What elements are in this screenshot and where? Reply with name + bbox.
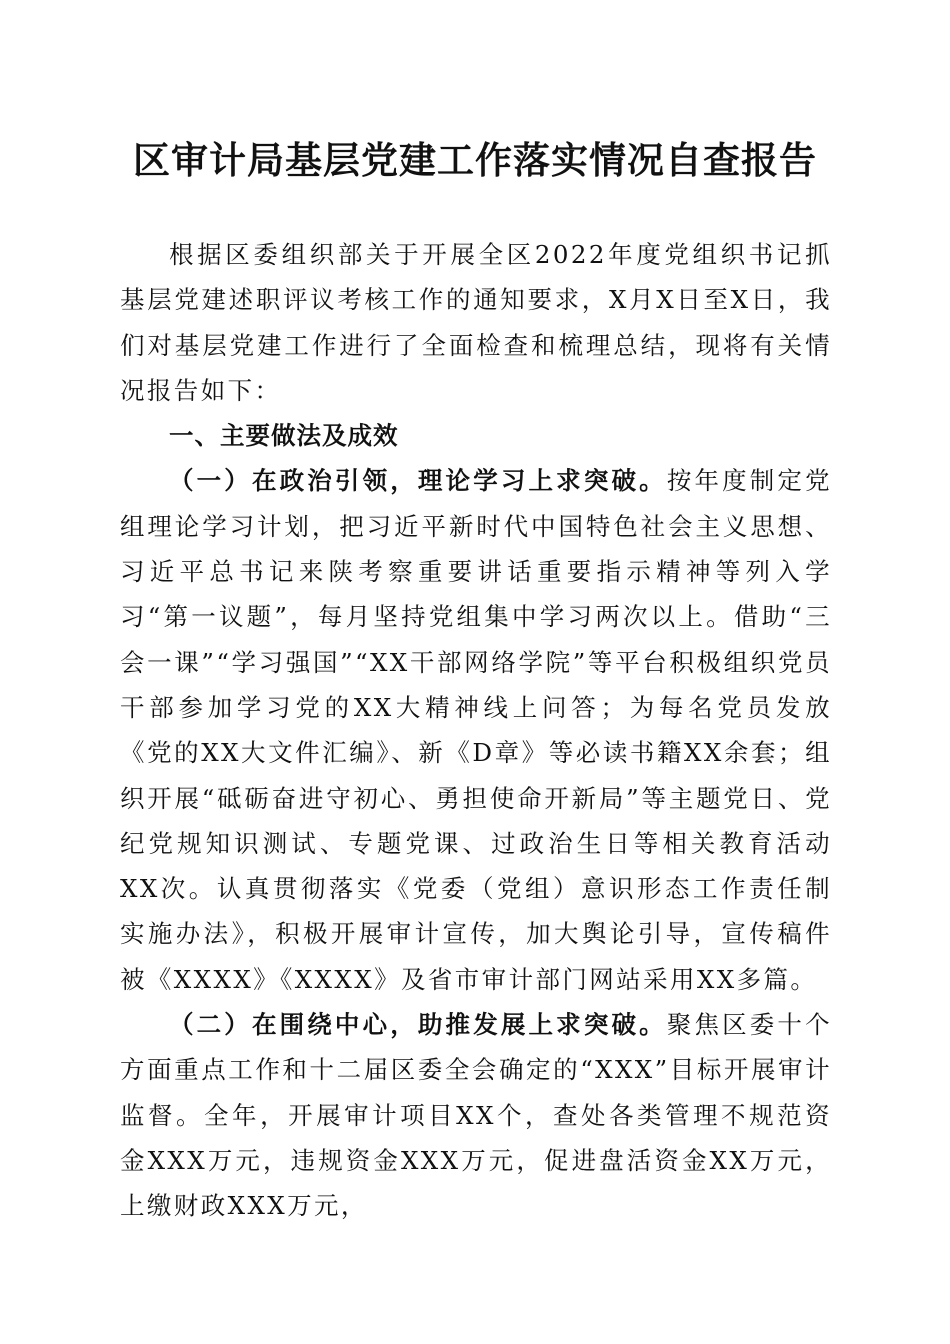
item-text-1: 按年度制定党组理论学习计划，把习近平新时代中国特色社会主义思想、习近平总书记来陕考察重要讲话重要指示精神等列入学习“第一议题”，每月坚持党组集中学习两次以上。借助“三会一课”“学习强国”“XX干部网络学院”等平台积极组织党员干部参加学习党的XX大精神线上问答；为每名党员发放《党的XX大文件汇编》、新《D章》等必读书籍XX余套；组织开展“砥砺奋进守初心、勇担使命开新局”等主题党日、党纪党规知识测试、专题党课、过政治生日等相关教育活动XX次。认真贯彻落实《党委（党组）意识形态工作责任制实施办法》，积极开展审计宣传，加大舆论引导，宣传稿件被《XXXX》《XXXX》及省市审计部门网站采用XX多篇。: [120, 466, 832, 994]
section-heading-1: 一、主要做法及成效: [169, 421, 399, 451]
document-title: 区审计局基层党建工作落实情况自查报告: [133, 138, 817, 182]
intro-paragraph: 根据区委组织部关于开展全区2022年度党组织书记抓基层党建述职评议考核工作的通知要求，X月X日至X日，我们对基层党建工作进行了全面检查和梳理总结，现将有关情况报告如下：: [120, 240, 832, 405]
item-text-2: 聚焦区委十个方面重点工作和十二届区委全会确定的“XXX”目标开展审计监督。全年，开展审计项目XX个，查处各类管理不规范资金XXX万元，违规资金XXX万元，促进盘活资金XX万元，上缴财政XXX万元，: [120, 1010, 832, 1221]
item-paragraph-1: [120, 458, 832, 1002]
item-lead-2: （二）在围绕中心，助推发展上求突破。: [169, 1010, 667, 1040]
item-lead-1: （一）在政治引领，理论学习上求突破。: [169, 466, 667, 496]
item-paragraph-2: [120, 1002, 832, 1228]
document-body: [120, 232, 832, 1229]
